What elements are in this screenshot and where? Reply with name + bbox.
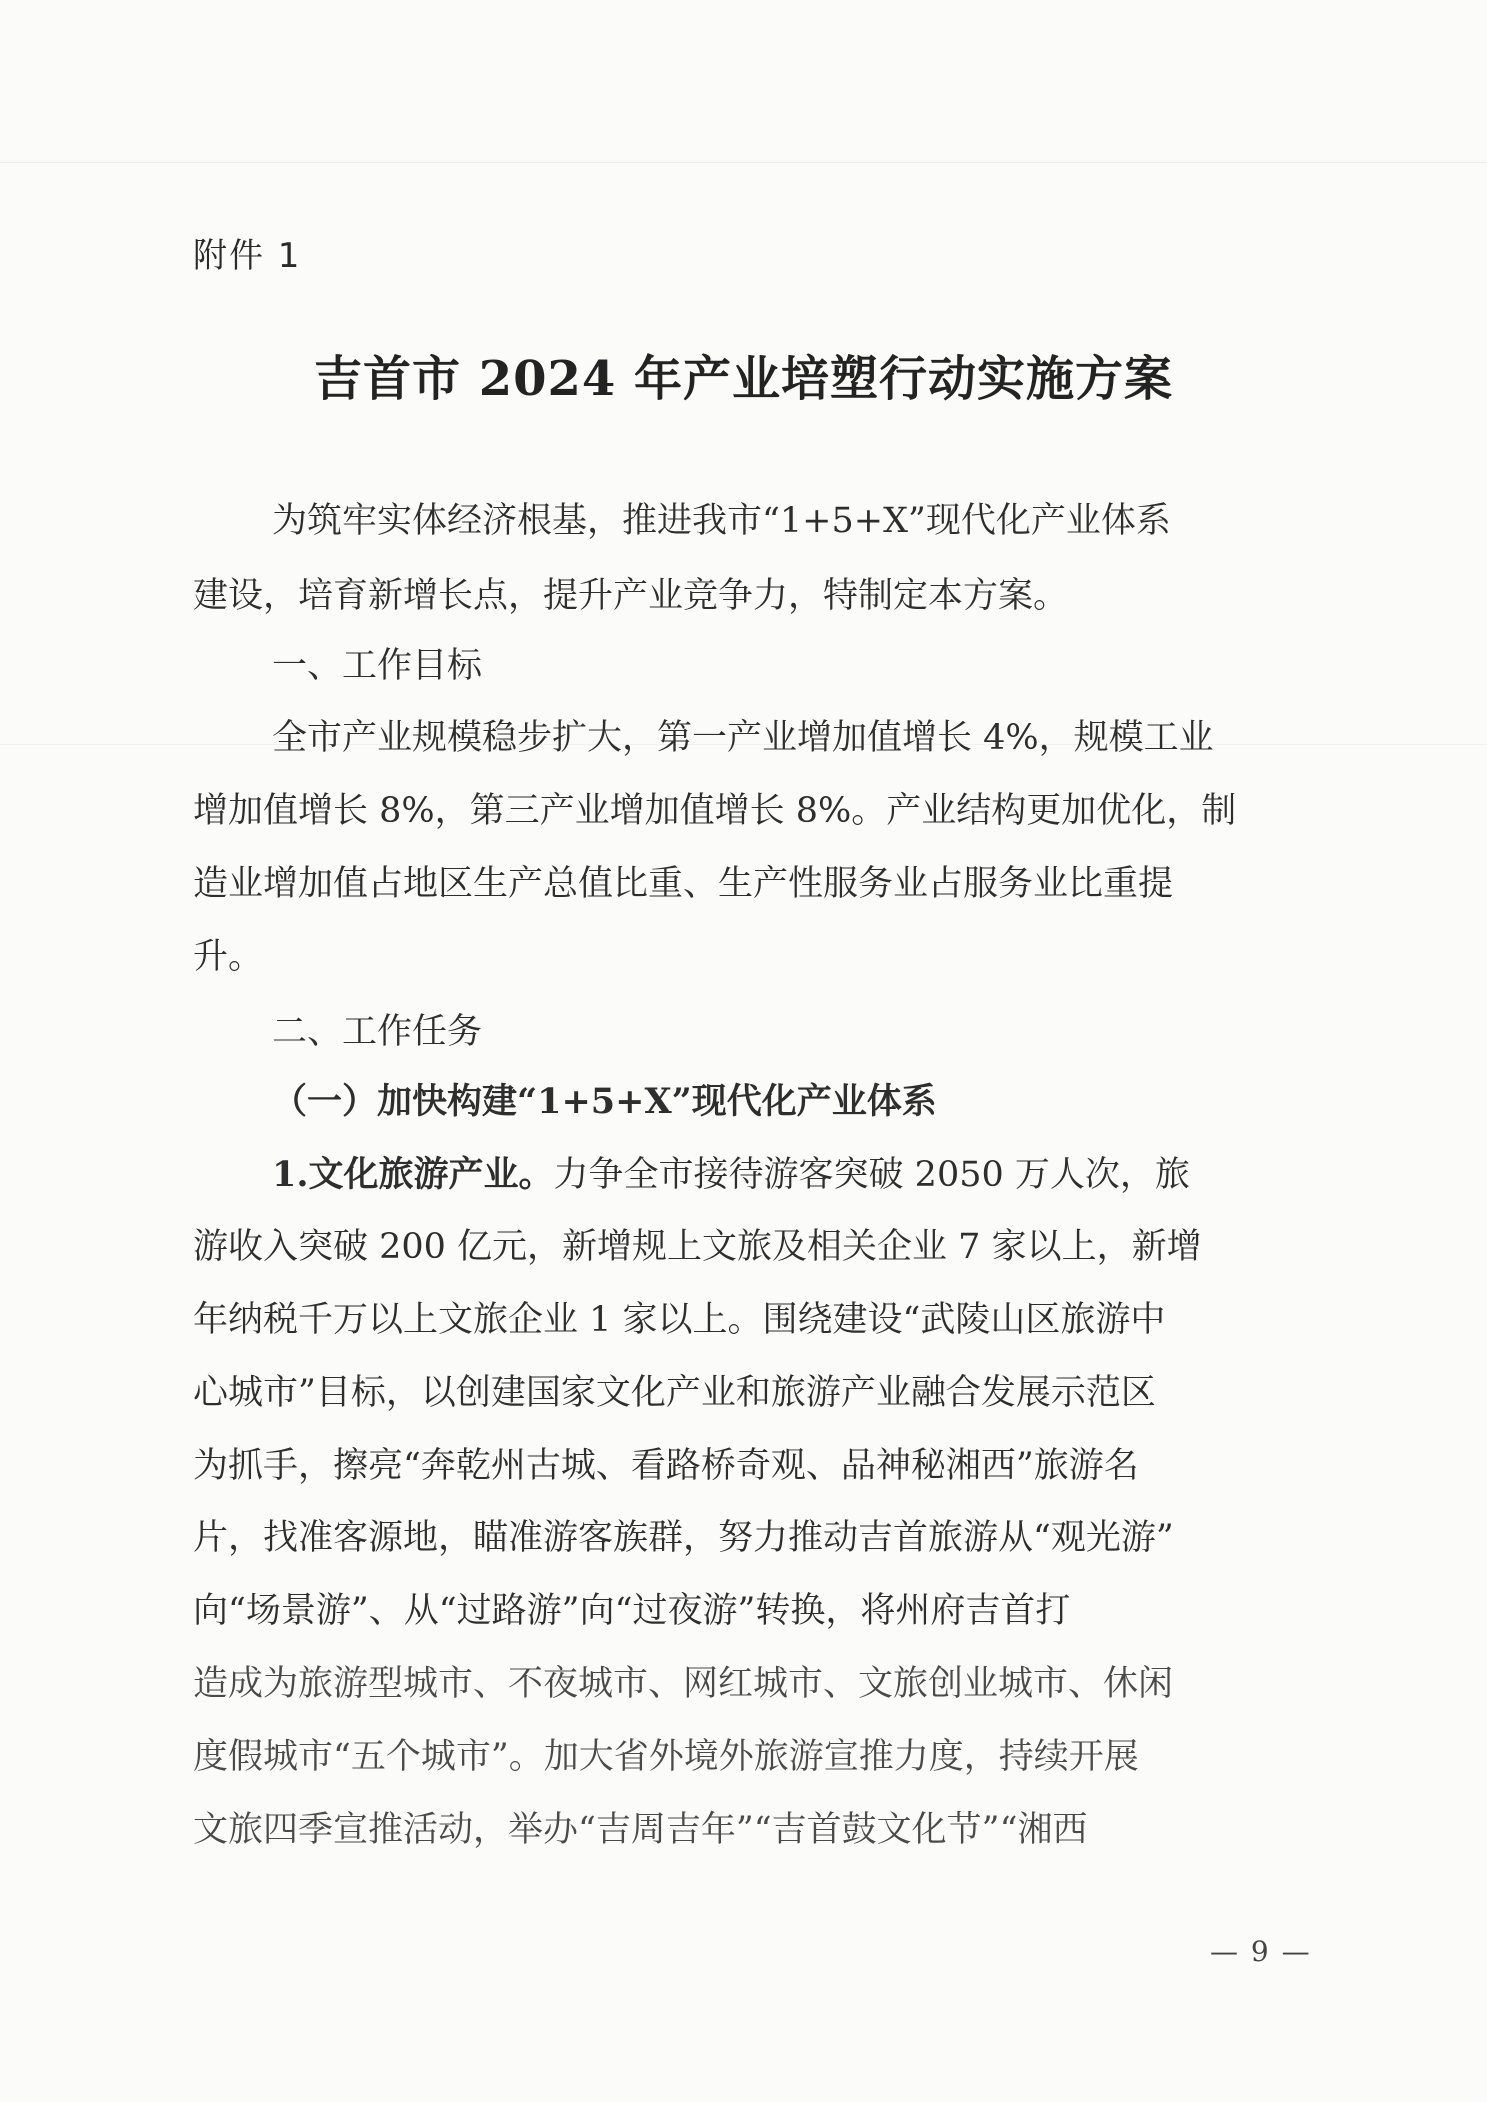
paragraph-line: 造业增加值占地区生产总值比重、生产性服务业占服务业比重提: [193, 864, 1174, 904]
paragraph-line: 建设，培育新增长点，提升产业竞争力，特制定本方案。: [193, 576, 1069, 616]
paragraph-line: 造成为旅游型城市、不夜城市、网红城市、文旅创业城市、休闲: [193, 1664, 1174, 1704]
paragraph-line: 为筑牢实体经济根基，推进我市“1+5+X”现代化产业体系: [272, 501, 1171, 541]
attachment-label: 附件 1: [193, 236, 302, 276]
paragraph-line: 向“场景游”、从“过路游”向“过夜游”转换，将州府吉首打: [193, 1591, 1071, 1631]
document-title: 吉首市 2024 年产业培塑行动实施方案: [313, 351, 1174, 407]
paragraph-line: 为抓手，擦亮“奔乾州古城、看路桥奇观、品神秘湘西”旅游名: [193, 1446, 1139, 1486]
paragraph-line: 年纳税千万以上文旅企业 1 家以上。围绕建设“武陵山区旅游中: [193, 1300, 1166, 1340]
section-heading: 二、工作任务: [272, 1012, 483, 1052]
section-heading: 一、工作目标: [272, 646, 483, 686]
subsection-heading: （一）加快构建“1+5+X”现代化产业体系: [272, 1081, 937, 1122]
paragraph-line: 增加值增长 8%，第三产业增加值增长 8%。产业结构更加优化，制: [193, 791, 1237, 831]
paragraph-line: 心城市”目标，以创建国家文化产业和旅游产业融合发展示范区: [193, 1373, 1156, 1413]
item-title: 1.文化旅游产业。: [272, 1154, 554, 1195]
paragraph-line: 度假城市“五个城市”。加大省外境外旅游宣推力度，持续开展: [193, 1737, 1139, 1777]
paragraph-line: 文旅四季宣推活动，举办“吉周吉年”“吉首鼓文化节”“湘西: [193, 1810, 1088, 1850]
page-number: — 9 —: [1210, 1935, 1312, 1968]
paragraph-line: 游收入突破 200 亿元，新增规上文旅及相关企业 7 家以上，新增: [193, 1227, 1202, 1267]
paragraph-line: 升。: [193, 937, 264, 977]
paragraph-line: [272, 1153, 1372, 1197]
scan-artifact-line: [0, 162, 1487, 163]
paragraph-line: 全市产业规模稳步扩大，第一产业增加值增长 4%，规模工业: [272, 718, 1214, 758]
item-text: 力争全市接待游客突破 2050 万人次，旅: [553, 1155, 1190, 1195]
paragraph-line: 片，找准客源地，瞄准游客族群，努力推动吉首旅游从“观光游”: [193, 1518, 1174, 1558]
